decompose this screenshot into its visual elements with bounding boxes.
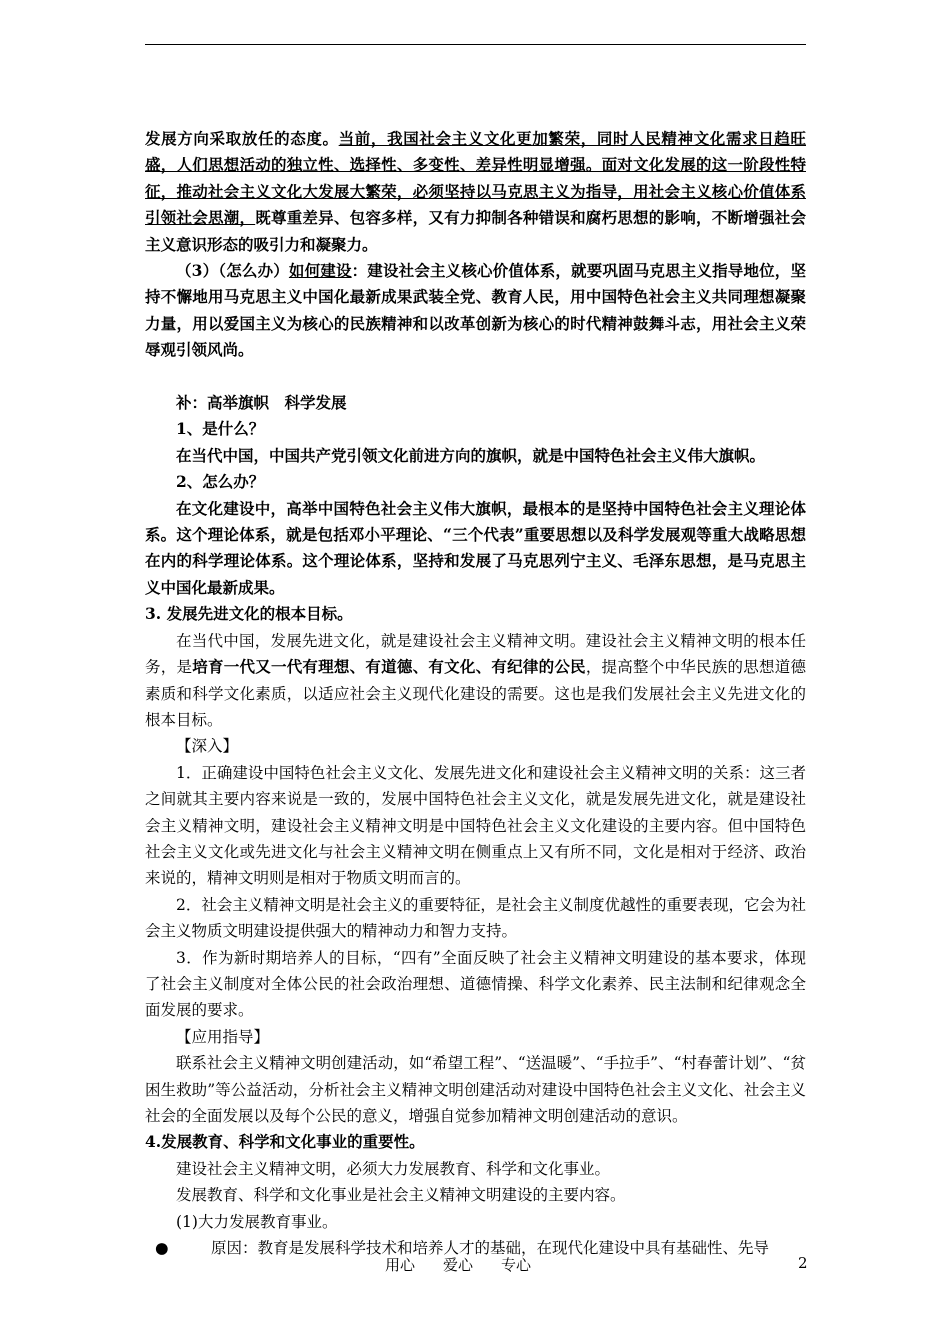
supplement-title: 补：高举旗帜 科学发展 — [176, 393, 347, 413]
underlined-text: 如何建设 — [288, 261, 352, 281]
paragraph-education-2: 发展教育、科学和文化事业是社会主义精神文明建设的主要内容。 — [176, 1186, 626, 1205]
section-heading-4: 4.发展教育、科学和文化事业的重要性。 — [145, 1132, 425, 1152]
paragraph-education-1: 建设社会主义精神文明，必须大力发展教育、科学和文化事业。 — [176, 1159, 611, 1178]
deep-item-1: 1．正确建设中国特色社会主义文化、发展先进文化和建设社会主义精神文明的关系：这三者之间就其主要内容来说是一致的，发展中国特色社会主义文化，就是发展先进文化，就是建设社会主义精神文明，建设社会主义精神文明是中国特色社会主义文化建设的主要内容。但中国特色社会主义文化或先进文化与社会主义精神文明在侧重点上又有所不同，文化是相对于经济、政治来说的，精神文明则是相对于物质文明而言的。 — [145, 763, 806, 888]
text-run: 既尊重差异、包容多样，又有力抑制各种错误和腐朽思想的影响，不断增强社会主义意识形态的吸引力和凝聚力。 — [145, 208, 806, 254]
bullet-text: 原因：教育是发展科学技术和培养人才的基础，在现代化建设中具有基础性、先导 — [211, 1239, 770, 1258]
supplement-question-2: 2、怎么办？ — [176, 472, 265, 492]
text-run: ，提高整个中华民族的思想道德素质和科学文化素质，以适应社会主义现代化建设的需要。这也是我们发展社会主义先进文化的根本目标。 — [145, 658, 806, 729]
section-heading-3: 3. 发展先进文化的根本目标。 — [145, 604, 353, 624]
deep-heading: 【深入】 — [176, 737, 239, 756]
supplement-question-1: 1、是什么？ — [176, 419, 265, 439]
text-run: 发展方向采取放任的态度。 — [145, 129, 339, 148]
supplement-answer-1: 在当代中国，中国共产党引领文化前进方向的旗帜，就是中国特色社会主义伟大旗帜。 — [176, 445, 766, 465]
footer-motto-2: 爱心 — [443, 1256, 474, 1274]
paragraph-how-to-build — [145, 258, 806, 364]
deep-item-2: 2．社会主义精神文明是社会主义的重要特征，是社会主义制度优越性的重要表现，它会为社会主义物质文明建设提供强大的精神动力和智力支持。 — [145, 895, 806, 941]
application-paragraph: 联系社会主义精神文明创建活动，如“希望工程”、“送温暖”、“手拉手”、“村春蕾计划”、“贫困生救助”等公益活动，分析社会主义精神文明创建活动对建设中国特色社会主义文化、社会主义社会的全面发展以及每个公民的意义，增强自觉参加精神文明创建活动的意识。 — [145, 1054, 806, 1126]
paragraph-core-values-trend — [145, 126, 806, 258]
deep-item-3: 3．作为新时期培养人的目标，“四有”全面反映了社会主义精神文明建设的基本要求，体现了社会主义制度对全体公民的社会政治理想、道德情操、科学文化素养、民主法制和纪律观念全面发展的要求。 — [145, 948, 806, 1020]
bullet-dot-icon: ● — [155, 1239, 169, 1258]
footer-motto-1: 用心 — [385, 1256, 416, 1274]
application-heading: 【应用指导】 — [176, 1027, 270, 1046]
paragraph-fundamental-goal — [145, 628, 806, 734]
page-body — [145, 126, 806, 1261]
page-number: 2 — [798, 1254, 808, 1272]
spacer — [145, 364, 806, 390]
header-rule — [145, 44, 806, 45]
text-run: 在当代中国，发展先进文化，就是建设社会主义精神文明。建设社会主义精神文明的根本任务，是 — [145, 631, 806, 677]
bold-text: 培育一代又一代有理想、有道德、有文化、有纪律的公民 — [192, 657, 586, 677]
footer-motto-3: 专心 — [501, 1256, 532, 1274]
footer-motto — [385, 1254, 559, 1275]
subheading-education: (1)大力发展教育事业。 — [176, 1212, 338, 1231]
text-run: ：建设社会主义核心价值体系，就要巩固马克思主义指导地位，坚持不懈地用马克思主义中国化最新成果武装全党、教育人民，用中国特色社会主义共同理想凝聚力量，用以爱国主义为核心的民族精神和以改革创新为核心的时代精神鼓舞斗志，用社会主义荣辱观引领风尚。 — [145, 261, 806, 360]
underlined-text: 当前，我国社会主义文化更加繁荣，同时人民精神文化需求日趋旺盛，人们思想活动的独立性、选择性、多变性、差异性明显增强。面对文化发展的这一阶段性特征，推动社会主义文化大发展大繁荣，必须坚持以马克思主义为指导，用社会主义核心价值体系引领社会思潮， — [145, 129, 806, 228]
text-run: （3）（怎么办） — [176, 261, 289, 281]
supplement-answer-2: 在文化建设中，高举中国特色社会主义伟大旗帜，最根本的是坚持中国特色社会主义理论体系。这个理论体系，就是包括邓小平理论、“三个代表”重要思想以及科学发展观等重大战略思想在内的科学理论体系。这个理论体系，坚持和发展了马克思列宁主义、毛泽东思想，是马克思主义中国化最新成果。 — [145, 498, 806, 597]
